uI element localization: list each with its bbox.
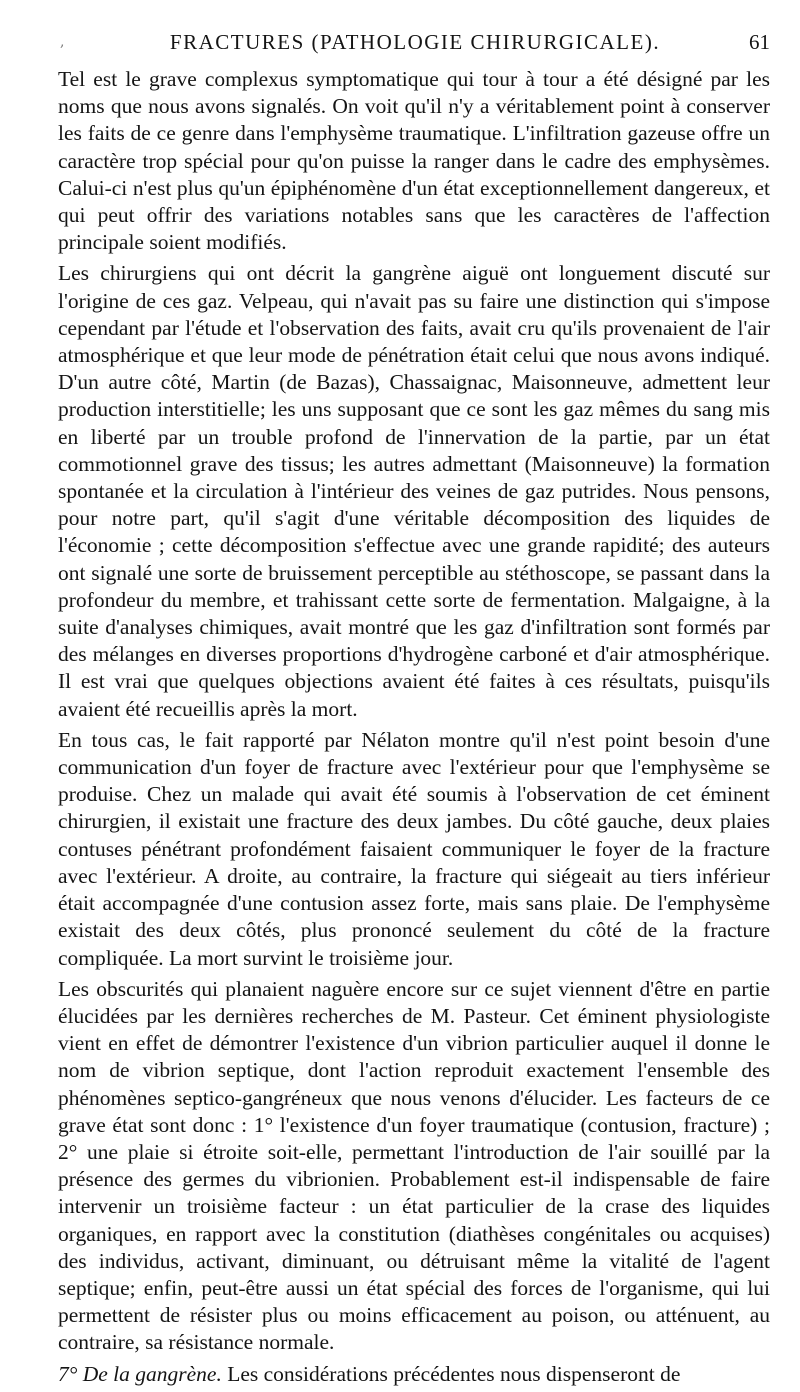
page-number: 61	[749, 30, 770, 54]
paragraph-3: En tous cas, le fait rapporté par Nélaton montre qu'il n'est point besoin d'une communication d'un foyer de fracture avec l'extérieur pour que l'emphysème se produise. Chez un malade qui avait été soumis à l'observation de cet éminent chirurgien, il existait une fracture des deux jambes. Du côté gauche, deux plaies contuses pénétrant profondément faisaient communiquer le foyer de la fracture avec l'extérieur. A droite, au contraire, la fracture qui siégeait au tiers inférieur était accompagnée d'une contusion assez forte, mais sans plaie. De l'emphysème existait des deux côtés, plus prononcé seulement du côté de la fracture compliquée. La mort survint le troisième jour.	[58, 727, 770, 970]
head-mark: ,	[60, 34, 65, 50]
section-heading: 7° De la gangrène.	[58, 1361, 222, 1386]
paragraph-1: Tel est le grave complexus symptomatique qui tour à tour a été désigné par les noms que nous avons signalés. On voit qu'il n'y a véritablement point à conserver les faits de ce genre dans l'emphysème traumatique. L'infiltration gazeuse offre un caractère trop spécial pour qu'on puisse la ranger dans le cadre des emphysèmes. Calui-ci n'est plus qu'un épiphénomène d'un état exceptionnellement dangereux, et qui peut offrir des variations notables sans que les caractères de l'affection principale soient modifiés.	[58, 67, 770, 255]
body-text	[58, 66, 770, 1392]
final-paragraph	[58, 1361, 770, 1388]
page-title: FRACTURES (PATHOLOGIE CHIRURGICALE).	[169, 30, 661, 54]
final-paragraph-text: Les considérations précédentes nous dispenseront de	[227, 1361, 681, 1386]
running-head	[60, 30, 770, 56]
paragraph-4: Les obscurités qui planaient naguère encore sur ce sujet viennent d'être en partie élucidées par les dernières recherches de M. Pasteur. Cet éminent physiologiste vient en effet de démontrer l'existence d'un vibrion particulier auquel il donne le nom de vibrion septique, dont l'action reproduit exactement l'ensemble des phénomènes septico-gangréneux que nous venons d'élucider. Les facteurs de ce grave état sont donc : 1° l'existence d'un foyer traumatique (contusion, fracture) ; 2° une plaie si étroite soit-elle, permettant l'introduction de l'air souillé par la présence des germes du vibrionien. Probablement est-il indispensable de faire intervenir un troisième facteur : un état particulier de la crase des liquides organiques, en rapport avec la constitution (diathèses congénitales ou acquises) des individus, activant, diminuant, ou détruisant même la vitalité de l'agent septique; enfin, peut-être aussi un état spécial des forces de l'organisme, qui lui permettent de résister plus ou moins efficacement au poison, ou atténuent, au contraire, sa résistance normale.	[58, 976, 770, 1355]
paragraph-2: Les chirurgiens qui ont décrit la gangrène aiguë ont longuement discuté sur l'origine de ces gaz. Velpeau, qui n'avait pas su faire une distinction qui s'impose cependant par l'étude et l'observation des faits, avait cru qu'ils provenaient de l'air atmosphérique et que leur mode de pénétration était celui que nous avons indiqué. D'un autre côté, Martin (de Bazas), Chassaignac, Maisonneuve, admettent leur production interstitielle; les uns supposant que ce sont les gaz mêmes du sang mis en liberté par un trouble profond de l'innervation de la partie, par un état commotionnel grave des tissus; les autres admettant (Maisonneuve) la formation spontanée et la circulation à l'intérieur des veines de gaz putrides. Nous pensons, pour notre part, qu'il s'agit d'une véritable décomposition des liquides de l'économie ; cette décomposition s'effectue avec une grande rapidité; des auteurs ont signalé une sorte de bruissement perceptible au stéthoscope, se passant dans la profondeur du membre, et trahissant cette sorte de fermentation. Malgaigne, à la suite d'analyses chimiques, avait montré que les gaz d'infiltration sont formés par des mélanges en diverses proportions d'hydrogène carboné et d'air atmosphérique. Il est vrai que quelques objections avaient été faites à ces résultats, puisqu'ils avaient été recueillis après la mort.	[58, 261, 770, 721]
